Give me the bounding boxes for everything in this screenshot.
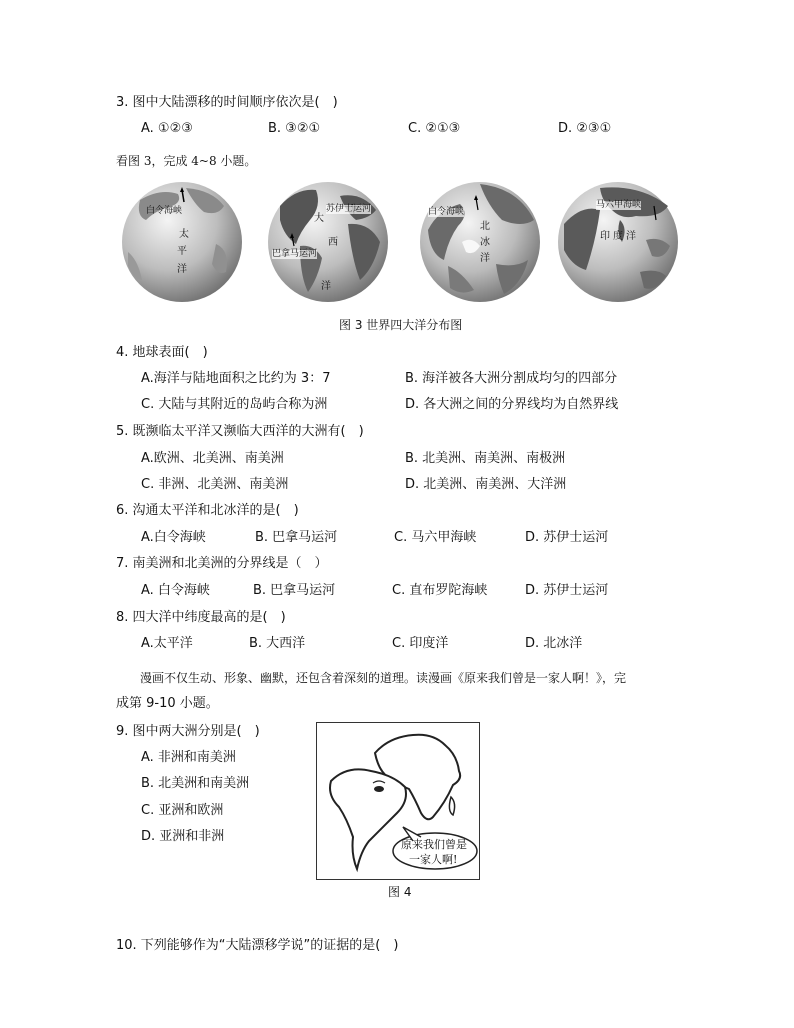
globe4-ocean-2: 度: [613, 231, 623, 242]
q7-option-c: C. 直布罗陀海峡: [392, 583, 488, 598]
q4-option-c: C. 大陆与其附近的岛屿合称为洲: [141, 397, 328, 412]
q6-option-d: D. 苏伊士运河: [525, 530, 609, 545]
cartoon-bubble-line1: 原来我们曾是: [401, 838, 467, 851]
q4-option-d: D. 各大洲之间的分界线均为自然界线: [405, 397, 619, 412]
q9-option-d: D. 亚洲和非洲: [141, 829, 225, 844]
q3-stem: 3. 图中大陆漂移的时间顺序依次是( ): [116, 95, 338, 110]
globe1-label-bering: 白令海峡: [146, 206, 183, 216]
globe1-ocean-3: 洋: [177, 264, 187, 275]
globe-indian-image: [556, 180, 680, 304]
q8-option-d: D. 北冰洋: [525, 636, 583, 651]
cartoon-bubble-line2: 一家人啊!: [409, 853, 458, 866]
globe2-ocean-3: 洋: [321, 281, 331, 292]
q7-stem: 7. 南美洲和北美洲的分界线是（ ）: [116, 556, 328, 571]
q9-option-c: C. 亚洲和欧洲: [141, 803, 224, 818]
globe4-ocean-1: 印: [600, 231, 610, 242]
globe2-label-panama: 巴拿马运河: [272, 249, 318, 259]
globe-pacific: [120, 180, 244, 304]
intro-4-8: 看图 3，完成 4~8 小题。: [116, 154, 257, 168]
q7-option-a: A. 白令海峡: [141, 583, 210, 598]
q7-option-d: D. 苏伊士运河: [525, 583, 609, 598]
q3-option-a: A. ①②③: [141, 121, 193, 136]
globe4-label-malacca: 马六甲海峡: [596, 200, 642, 210]
q6-option-a: A.白令海峡: [141, 530, 206, 545]
q5-option-c: C. 非洲、北美洲、南美洲: [141, 477, 289, 492]
q9-option-a: A. 非洲和南美洲: [141, 750, 236, 765]
comic-intro-line2: 成第 9-10 小题。: [116, 696, 219, 711]
q6-option-b: B. 巴拿马运河: [255, 530, 338, 545]
figure4-caption: 图 4: [388, 885, 412, 899]
q4-stem: 4. 地球表面( ): [116, 345, 208, 360]
q9-stem: 9. 图中两大洲分别是( ): [116, 724, 260, 739]
globe3-ocean-3: 洋: [480, 253, 490, 264]
q5-option-a: A.欧洲、北美洲、南美洲: [141, 451, 284, 466]
comic-intro-line1: 漫画不仅生动、形象、幽默，还包含着深刻的道理。读漫画《原来我们曾是一家人啊！》，完: [140, 671, 627, 685]
q8-option-b: B. 大西洋: [249, 636, 306, 651]
q3-option-c: C. ②①③: [408, 121, 461, 136]
globe2-ocean-2: 西: [328, 237, 338, 248]
q8-stem: 8. 四大洋中纬度最高的是( ): [116, 610, 286, 625]
q5-option-b: B. 北美洲、南美洲、南极洲: [405, 451, 566, 466]
q5-stem: 5. 既濒临太平洋又濒临大西洋的大洲有( ): [116, 424, 364, 439]
q3-option-b: B. ③②①: [268, 121, 321, 136]
globe-indian: [556, 180, 680, 304]
q6-option-c: C. 马六甲海峡: [394, 530, 477, 545]
q4-option-a: A.海洋与陆地面积之比约为 3：7: [141, 371, 331, 386]
globe2-label-suez: 苏伊士运河: [326, 204, 372, 214]
globe-arctic: [418, 180, 542, 304]
globe2-ocean-1: 大: [314, 213, 324, 224]
q9-option-b: B. 北美洲和南美洲: [141, 776, 250, 791]
globe3-ocean-1: 北: [480, 221, 490, 232]
q3-option-d: D. ②③①: [558, 121, 612, 136]
figure3-caption: 图 3 世界四大洋分布图: [339, 318, 463, 332]
q6-stem: 6. 沟通太平洋和北冰洋的是( ): [116, 503, 299, 518]
globe1-ocean-1: 太: [179, 229, 189, 240]
q7-option-b: B. 巴拿马运河: [253, 583, 336, 598]
q8-option-c: C. 印度洋: [392, 636, 449, 651]
q8-option-a: A.太平洋: [141, 636, 193, 651]
q5-option-d: D. 北美洲、南美洲、大洋洲: [405, 477, 567, 492]
q10-stem: 10. 下列能够作为“大陆漂移学说”的证据的是( ): [116, 938, 399, 953]
globe3-label-bering: 白令海峡: [428, 207, 465, 217]
figure-4-cartoon: [316, 722, 480, 880]
globe-atlantic: [266, 180, 390, 304]
q4-option-b: B. 海洋被各大洲分割成均匀的四部分: [405, 371, 618, 386]
globe4-ocean-3: 洋: [626, 231, 636, 242]
globe3-ocean-2: 冰: [480, 237, 490, 248]
globe-pacific-image: [120, 180, 244, 304]
globe1-ocean-2: 平: [177, 246, 187, 257]
